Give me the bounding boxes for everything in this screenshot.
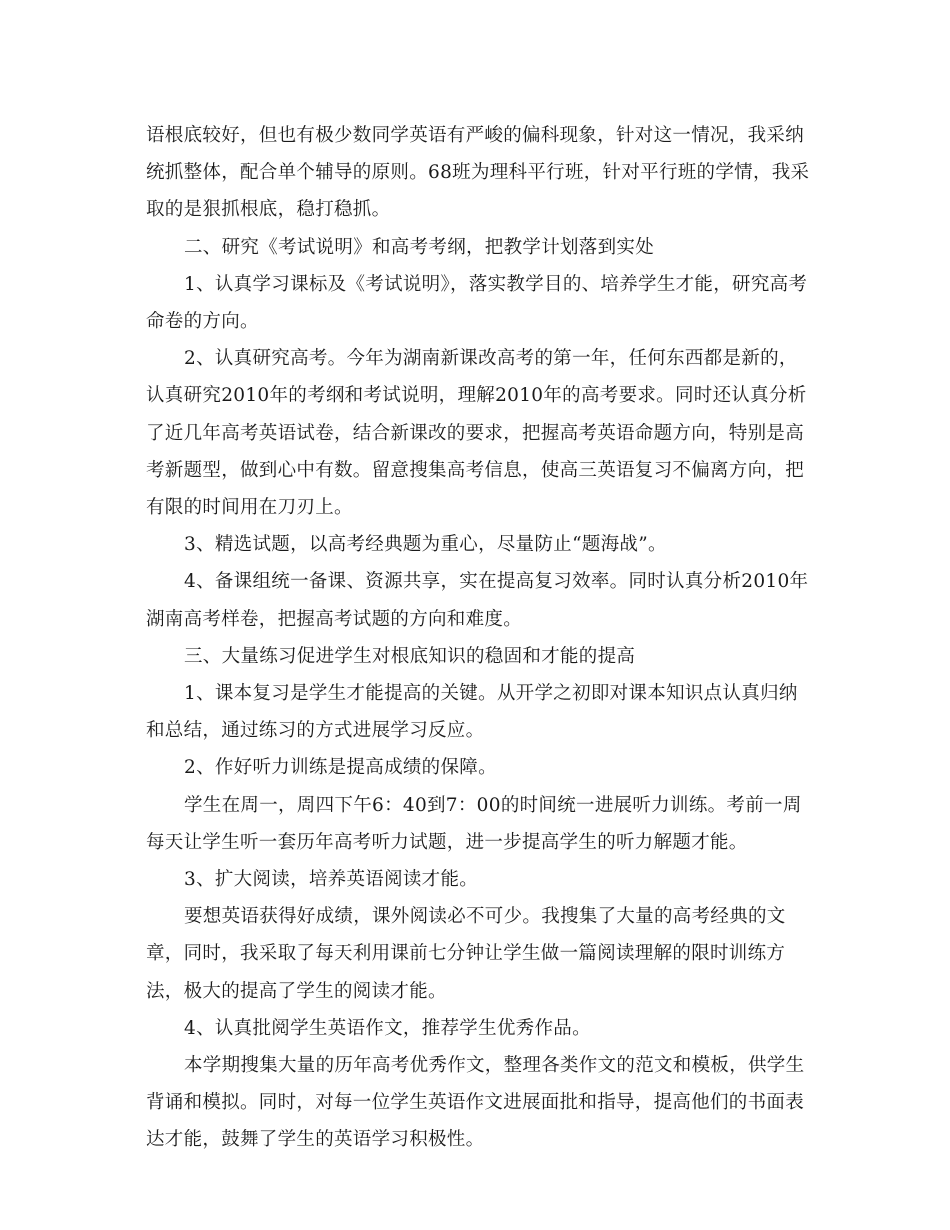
- section-heading-3: 三、大量练习促进学生对根底知识的稳固和才能的提高: [184, 645, 636, 667]
- paragraph-3-3: 3、扩大阅读，培养英语阅读才能。: [184, 869, 479, 891]
- paragraph-continuation: 语根底较好，但也有极少数同学英语有严峻的偏科现象，针对这一情况，我采纳统抓整体，配合单个辅导的原则。68班为理科平行班，针对平行班的学情，我采取的是狠抓根底，稳打稳抓。: [146, 125, 810, 221]
- paragraph-3-3-detail: 要想英语获得好成绩，课外阅读必不可少。我搜集了大量的高考经典的文章，同时，我采取了每天利用课前七分钟让学生做一篇阅读理解的限时训练方法，极大的提高了学生的阅读才能。: [146, 906, 786, 1002]
- paragraph-2-1: 1、认真学习课标及《考试说明》，落实教学目的、培养学生才能，研究高考命卷的方向。: [146, 273, 808, 333]
- section-heading-2: 二、研究《考试说明》和高考考纲，把教学计划落到实处: [184, 236, 655, 258]
- paragraph-3-4: 4、认真批阅学生英语作文，推荐学生优秀作品。: [184, 1017, 591, 1039]
- paragraph-3-2: 2、作好听力训练是提高成绩的保障。: [184, 757, 497, 779]
- paragraph-2-3: 3、精选试题，以高考经典题为重心，尽量防止“题海战”。: [184, 534, 667, 556]
- paragraph-3-4-detail: 本学期搜集大量的历年高考优秀作文，整理各类作文的范文和模板，供学生背诵和模拟。同时，对每一位学生英语作文进展面批和指导，提高他们的书面表达才能，鼓舞了学生的英语学习积极性。: [146, 1055, 805, 1151]
- paragraph-3-2-detail: 学生在周一，周四下午6：40到7：00的时间统一进展听力训练。考前一周每天让学生听一套历年高考听力试题，进一步提高学生的听力解题才能。: [146, 794, 802, 853]
- paragraph-2-2: 2、认真研究高考。今年为湖南新课改高考的第一年，任何东西都是新的，认真研究2010年的考纲和考试说明，理解2010年的高考要求。同时还认真分析了近几年高考英语试卷，结合新课改的要求，把握高考英语命题方向，特别是高考新题型，做到心中有数。留意搜集高考信息，使高三英语复习不偏离方向，把有限的时间用在刀刃上。: [146, 348, 807, 519]
- paragraph-3-1: 1、课本复习是学生才能提高的关键。从开学之初即对课本知识点认真归纳和总结，通过练习的方式进展学习反应。: [146, 683, 798, 742]
- document-body: [146, 117, 811, 1159]
- paragraph-2-4: 4、备课组统一备课、资源共享，实在提高复习效率。同时认真分析2010年湖南高考样卷，把握高考试题的方向和难度。: [146, 571, 809, 630]
